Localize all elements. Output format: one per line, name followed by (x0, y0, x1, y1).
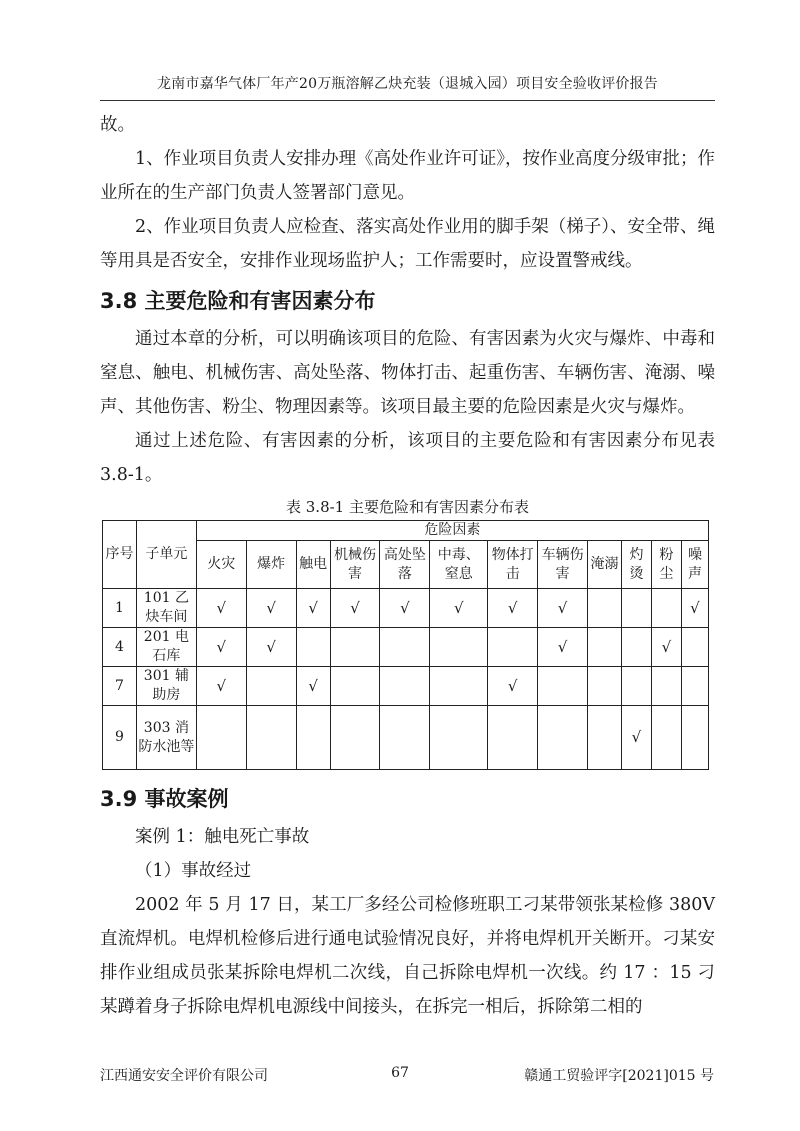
header-hazard-group: 危险因素 (196, 521, 708, 541)
header-seq: 序号 (103, 521, 137, 589)
cell-seq: 7 (103, 667, 137, 706)
header-factor: 灼烫 (621, 541, 651, 589)
cell-empty (330, 706, 380, 770)
paragraph-item-1: 1、作业项目负责人安排办理《高处作业许可证》，按作业高度分级审批；作业所在的生产部门负责人签署部门意见。 (100, 149, 715, 203)
cell-empty (538, 667, 588, 706)
cell-check-mark: √ (488, 667, 538, 706)
section-heading-3-9: 3.9 事故案例 (100, 787, 229, 811)
cell-check-mark: √ (681, 589, 708, 628)
cell-empty (380, 667, 430, 706)
header-factor: 触电 (296, 541, 330, 589)
cell-empty (621, 667, 651, 706)
cell-empty (588, 667, 622, 706)
header-rule (100, 100, 715, 101)
cell-check-mark: √ (246, 628, 296, 667)
page-content (100, 108, 715, 1024)
paragraph-hazard-summary: 通过本章的分析，可以明确该项目的危险、有害因素为火灾与爆炸、中毒和窒息、触电、机械伤害、高处坠落、物体打击、起重伤害、车辆伤害、淹溺、噪声、其他伤害、粉尘、物理因素等。该项目最主要的危险因素是火灾与爆炸。 (100, 329, 715, 417)
cell-seq: 1 (103, 589, 137, 628)
cell-empty (681, 628, 708, 667)
cell-empty (651, 706, 681, 770)
header-factor: 高处坠落 (380, 541, 430, 589)
cell-unit: 201 电石库 (136, 628, 196, 667)
cell-empty (296, 628, 330, 667)
header-factor: 爆炸 (246, 541, 296, 589)
cell-empty (588, 628, 622, 667)
cell-empty (681, 706, 708, 770)
cell-check-mark: √ (196, 628, 246, 667)
cell-empty (651, 589, 681, 628)
header-factor: 物体打击 (488, 541, 538, 589)
cell-unit: 101 乙炔车间 (136, 589, 196, 628)
cell-check-mark: √ (488, 589, 538, 628)
cell-check-mark: √ (196, 667, 246, 706)
section-heading-3-8: 3.8 主要危险和有害因素分布 (100, 289, 376, 313)
cell-empty (621, 589, 651, 628)
cell-empty (588, 589, 622, 628)
header-factor: 噪声 (681, 541, 708, 589)
paragraph-table-reference: 通过上述危险、有害因素的分析，该项目的主要危险和有害因素分布见表 3.8-1。 (100, 431, 715, 485)
header-factor: 火灾 (196, 541, 246, 589)
case-title: 案例 1：触电死亡事故 (135, 827, 310, 847)
paragraph-case-narrative: 2002 年 5 月 17 日，某工厂多经公司检修班职工刁某带领张某检修 380V 直流焊机。电焊机检修后进行通电试验情况良好，并将电焊机开关断开。刁某安排作业组成员张某拆除电焊机二次线，自己拆除电焊机一次线。约 17 ：15 刁某蹲着身子拆除电焊机电源线中间接头，在拆完一相后，拆除第二相的 (100, 895, 715, 1017)
cell-check-mark: √ (621, 706, 651, 770)
cell-check-mark: √ (296, 589, 330, 628)
cell-seq: 4 (103, 628, 137, 667)
cell-empty (246, 706, 296, 770)
header-factor: 粉尘 (651, 541, 681, 589)
table-row (103, 589, 709, 628)
cell-empty (246, 667, 296, 706)
footer-document-number: 赣通工贸验评字[2021]015 号 (524, 1068, 714, 1084)
hazard-distribution-table (102, 520, 709, 770)
footer-company: 江西通安安全评价有限公司 (100, 1068, 268, 1084)
paragraph-item-2: 2、作业项目负责人应检查、落实高处作业用的脚手架（梯子）、安全带、绳等用具是否安全，安排作业现场监护人；工作需要时，应设置警戒线。 (100, 217, 715, 271)
header-factor: 机械伤害 (330, 541, 380, 589)
cell-check-mark: √ (538, 628, 588, 667)
cell-check-mark: √ (651, 628, 681, 667)
cell-empty (681, 667, 708, 706)
cell-empty (651, 667, 681, 706)
header-factor: 车辆伤害 (538, 541, 588, 589)
table-row (103, 628, 709, 667)
cell-empty (430, 706, 488, 770)
cell-empty (430, 667, 488, 706)
footer-page-number: 67 (391, 1065, 409, 1081)
table-row (103, 667, 709, 706)
cell-seq: 9 (103, 706, 137, 770)
cell-empty (488, 628, 538, 667)
cell-check-mark: √ (196, 589, 246, 628)
table-caption: 表 3.8-1 主要危险和有害因素分布表 (285, 498, 529, 516)
cell-check-mark: √ (246, 589, 296, 628)
cell-check-mark: √ (380, 589, 430, 628)
header-factor: 淹溺 (588, 541, 622, 589)
cell-empty (538, 706, 588, 770)
cell-check-mark: √ (296, 667, 330, 706)
cell-check-mark: √ (538, 589, 588, 628)
cell-unit: 301 辅助房 (136, 667, 196, 706)
cell-empty (296, 706, 330, 770)
cell-empty (330, 628, 380, 667)
cell-empty (621, 628, 651, 667)
cell-unit: 303 消防水池等 (136, 706, 196, 770)
case-subheading: （1）事故经过 (135, 861, 252, 881)
cell-check-mark: √ (430, 589, 488, 628)
page-header: 龙南市嘉华气体厂年产20万瓶溶解乙炔充装（退城入园）项目安全验收评价报告 (156, 76, 658, 92)
header-unit: 子单元 (136, 521, 196, 589)
cell-check-mark: √ (330, 589, 380, 628)
cell-empty (488, 706, 538, 770)
table-row (103, 706, 709, 770)
cell-empty (588, 706, 622, 770)
cell-empty (430, 628, 488, 667)
cell-empty (380, 628, 430, 667)
cell-empty (330, 667, 380, 706)
header-factor: 中毒、窒息 (430, 541, 488, 589)
paragraph-continuation: 故。 (100, 115, 135, 135)
cell-empty (196, 706, 246, 770)
cell-empty (380, 706, 430, 770)
